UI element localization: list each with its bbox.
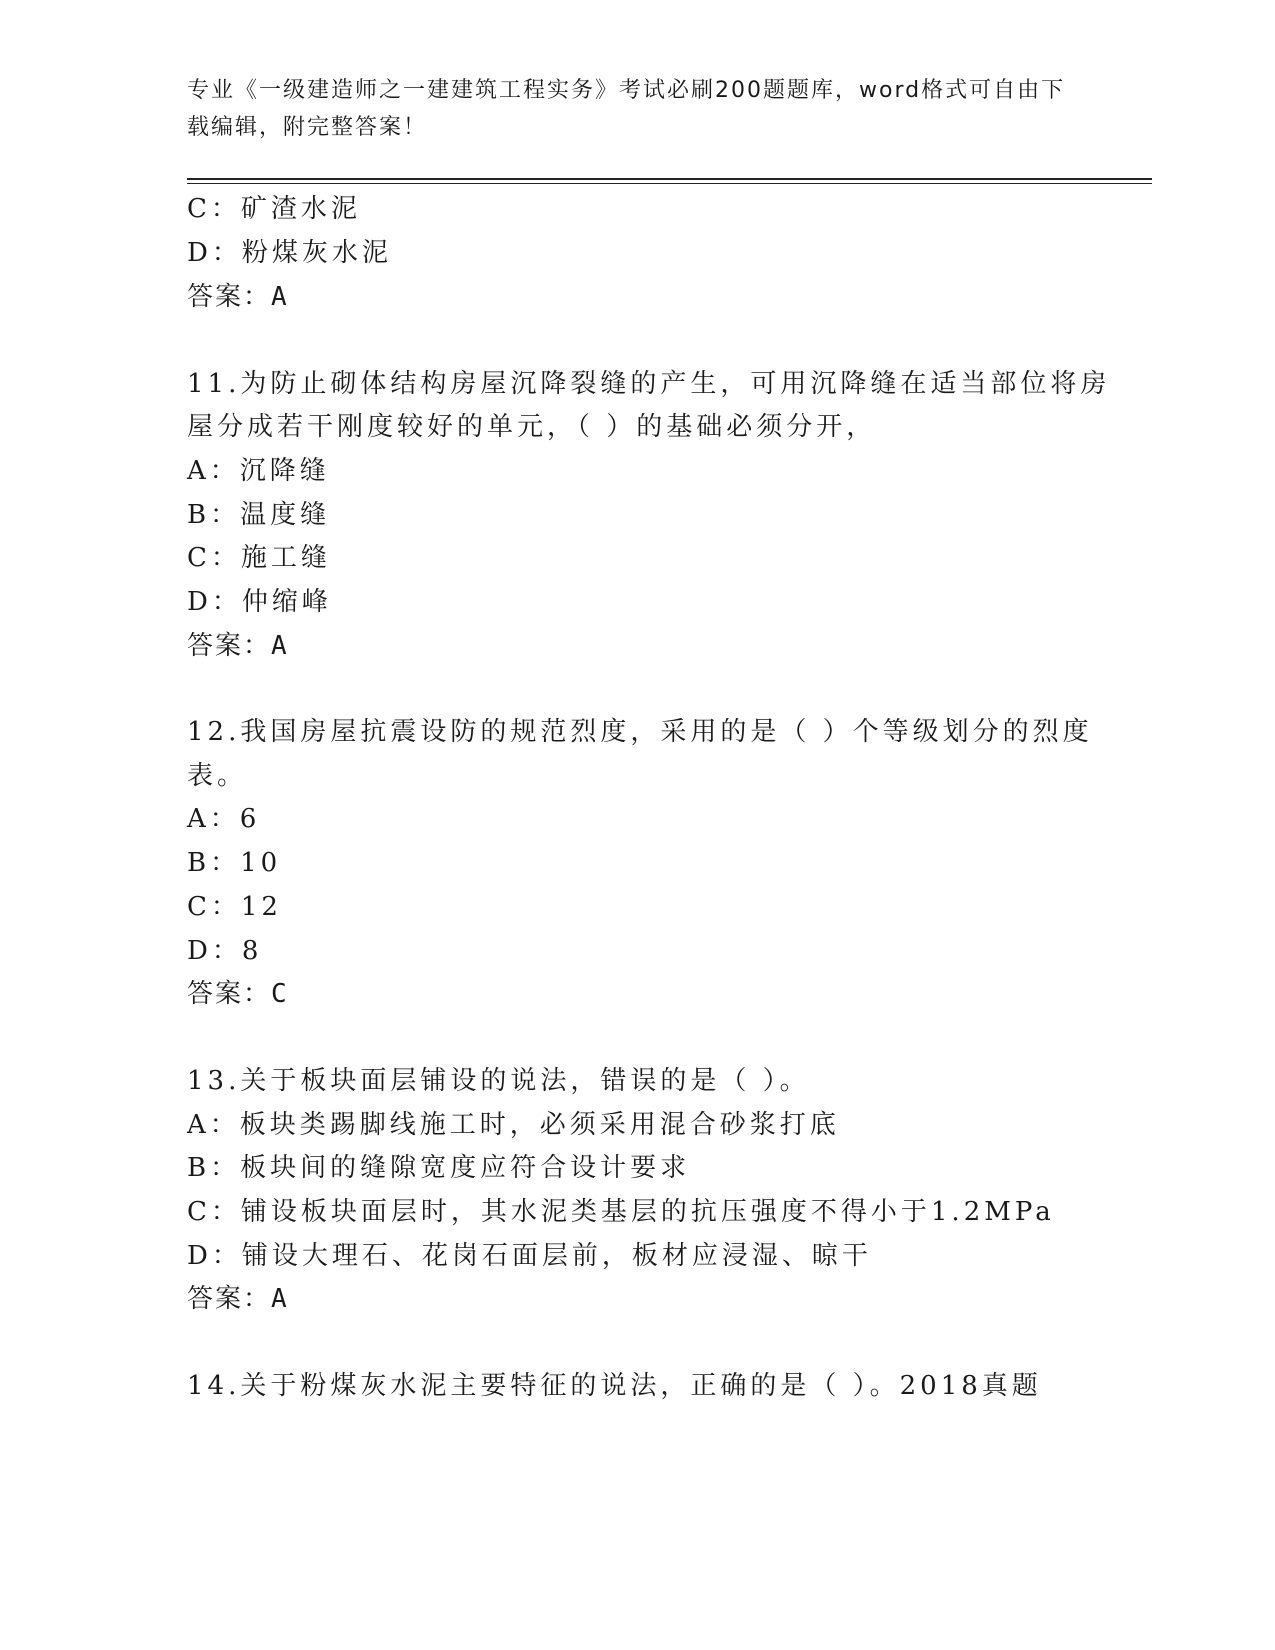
q12-option-b: B：10 <box>187 848 282 878</box>
q11-option-c: C：施工缝 <box>187 543 331 573</box>
q12-option-d: D：8 <box>187 936 263 966</box>
prev-option-c: C：矿渣水泥 <box>187 194 361 224</box>
document-header <box>187 72 1067 146</box>
header-divider <box>187 178 1152 180</box>
answer-value: A <box>271 631 289 661</box>
answer-value: A <box>271 1284 289 1314</box>
q13-option-a: A：板块类踢脚线施工时，必须采用混合砂浆打底 <box>187 1110 840 1140</box>
q11-stem-line2: 屋分成若干刚度较好的单元，（ ）的基础必须分开， <box>187 412 877 442</box>
q13-option-c: C：铺设板块面层时，其水泥类基层的抗压强度不得小于1.2MPa <box>187 1197 1055 1227</box>
prev-option-d: D：粉煤灰水泥 <box>187 238 392 268</box>
prev-answer <box>187 281 289 313</box>
q12-option-a: A：6 <box>187 804 261 834</box>
answer-value: A <box>271 282 289 312</box>
q12-stem-line1: 12.我国房屋抗震设防的规范烈度，采用的是（ ）个等级划分的烈度 <box>187 717 1093 747</box>
answer-value: C <box>271 979 289 1009</box>
header-divider-thin <box>187 183 1152 184</box>
q11-stem-line1: 11.为防止砌体结构房屋沉降裂缝的产生，可用沉降缝在适当部位将房 <box>187 369 1111 399</box>
q12-answer <box>187 978 289 1010</box>
q11-option-b: B：温度缝 <box>187 500 331 530</box>
q12-option-c: C：12 <box>187 892 282 922</box>
q11-answer <box>187 630 289 662</box>
q14-stem-line1: 14.关于粉煤灰水泥主要特征的说法，正确的是（ ）。2018真题 <box>187 1371 1042 1401</box>
answer-label: 答案： <box>187 631 272 661</box>
answer-label: 答案： <box>187 979 272 1009</box>
header-text: 专业《一级建造师之一建建筑工程实务》考试必刷200题题库，word格式可自由下载编辑，附完整答案！ <box>187 78 1066 140</box>
q13-stem-line1: 13.关于板块面层铺设的说法，错误的是（ ）。 <box>187 1066 810 1096</box>
answer-label: 答案： <box>187 1284 272 1314</box>
q11-option-a: A：沉降缝 <box>187 456 330 486</box>
q13-option-d: D：铺设大理石、花岗石面层前，板材应浸湿、晾干 <box>187 1241 872 1271</box>
answer-label: 答案： <box>187 282 272 312</box>
q12-stem-line2: 表。 <box>187 761 248 791</box>
q13-option-b: B：板块间的缝隙宽度应符合设计要求 <box>187 1153 691 1183</box>
q13-answer <box>187 1283 289 1315</box>
q11-option-d: D：仲缩峰 <box>187 587 332 617</box>
